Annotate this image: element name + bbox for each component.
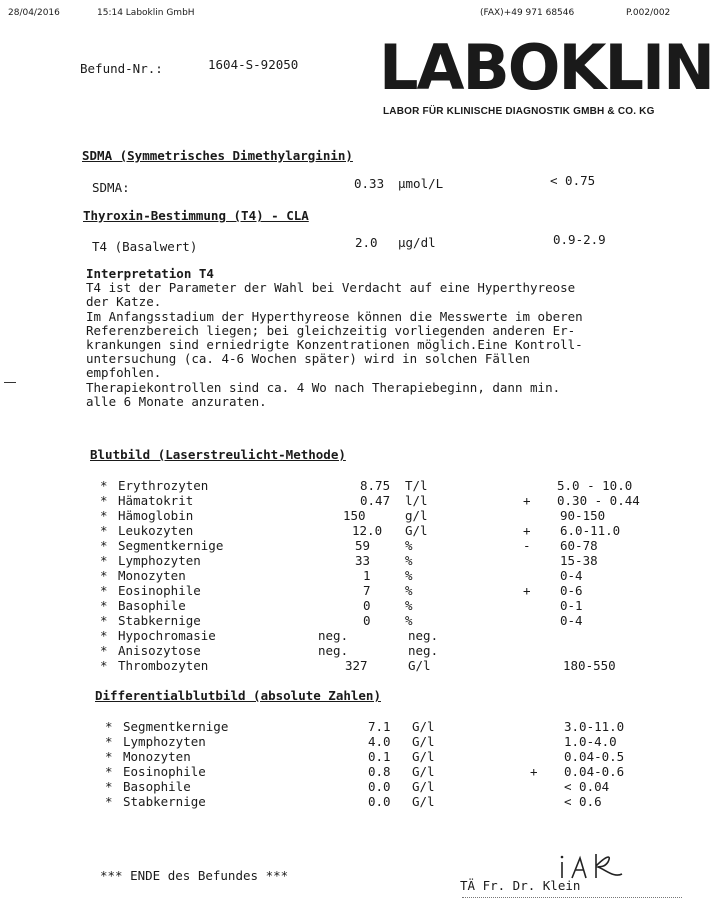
row-name: Basophile <box>123 779 191 794</box>
interpretation-line: Therapiekontrollen sind ca. 4 Wo nach Therapiebeginn, dann min. <box>86 379 561 395</box>
table-row <box>0 553 713 568</box>
row-ref: 0-4 <box>560 568 583 583</box>
row-name: Lymphozyten <box>118 553 201 568</box>
row-name: Eosinophile <box>123 764 206 779</box>
row-value: neg. <box>318 628 349 643</box>
row-value: 0 <box>363 613 371 628</box>
row-unit: G/l <box>408 658 431 673</box>
t4-heading: Thyroxin-Bestimmung (T4) - CLA <box>83 208 309 223</box>
row-value: 0.1 <box>368 749 391 764</box>
row-value: 0.0 <box>368 779 391 794</box>
t4-ref: 0.9-2.9 <box>553 232 606 247</box>
fax-page: P.002/002 <box>626 8 671 18</box>
row-star: * <box>105 719 113 734</box>
table-row <box>0 508 713 523</box>
end-of-report: *** ENDE des Befundes *** <box>100 868 289 883</box>
row-value: 0.0 <box>368 794 391 809</box>
interpretation-block <box>86 267 583 409</box>
row-name: Monozyten <box>123 749 191 764</box>
row-name: Lymphozyten <box>123 734 206 749</box>
row-ref: 6.0-11.0 <box>560 523 621 538</box>
interpretation-line: empfohlen. <box>86 365 162 381</box>
table-row <box>0 643 713 658</box>
table-row <box>0 478 713 493</box>
row-ref: 0.04-0.5 <box>564 749 625 764</box>
row-ref: 0-4 <box>560 613 583 628</box>
row-star: * <box>100 628 108 643</box>
row-name: Thrombozyten <box>118 658 209 673</box>
t4-label: T4 (Basalwert) <box>92 239 198 254</box>
table-row <box>0 583 713 598</box>
row-unit: % <box>405 583 413 598</box>
table-row <box>0 779 713 794</box>
row-star: * <box>105 734 113 749</box>
row-value: 0 <box>363 598 371 613</box>
row-star: * <box>105 779 113 794</box>
row-unit: neg. <box>408 643 439 658</box>
row-flag: + <box>530 764 538 779</box>
row-star: * <box>100 538 108 553</box>
table-row <box>0 658 713 673</box>
row-unit: G/l <box>412 764 435 779</box>
signature-mark <box>556 848 636 882</box>
table-row <box>0 628 713 643</box>
row-value: 7 <box>363 583 371 598</box>
fax-number: (FAX)+49 971 68546 <box>480 8 575 18</box>
row-name: Monozyten <box>118 568 186 583</box>
row-value: 12.0 <box>352 523 383 538</box>
doctor-name: TÄ Fr. Dr. Klein <box>460 878 581 893</box>
row-name: Segmentkernige <box>118 538 224 553</box>
row-unit: % <box>405 598 413 613</box>
row-name: Hypochromasie <box>118 628 216 643</box>
row-star: * <box>100 658 108 673</box>
row-ref: 0.30 - 0.44 <box>557 493 640 508</box>
sdma-unit: µmol/L <box>398 176 444 191</box>
row-flag: + <box>523 523 531 538</box>
table-row <box>0 734 713 749</box>
row-name: Basophile <box>118 598 186 613</box>
row-star: * <box>100 613 108 628</box>
interpretation-line: Im Anfangsstadium der Hyperthyreose können die Messwerte im oberen <box>86 308 583 324</box>
row-name: Leukozyten <box>118 523 194 538</box>
sdma-label: SDMA: <box>92 180 130 195</box>
interpretation-line: krankungen sind erniedrigte Konzentrationen möglich.Eine Kontroll- <box>86 337 583 353</box>
row-star: * <box>105 764 113 779</box>
row-unit: l/l <box>405 493 428 508</box>
row-value: 4.0 <box>368 734 391 749</box>
row-unit: G/l <box>412 794 435 809</box>
table-row <box>0 613 713 628</box>
row-value: 0.47 <box>360 493 391 508</box>
row-value: neg. <box>318 643 349 658</box>
fax-date: 28/04/2016 <box>8 8 60 18</box>
interpretation-line: Referenzbereich liegen; bei gleichzeitig vorliegenden anderen Er- <box>86 322 576 338</box>
row-unit: G/l <box>412 749 435 764</box>
row-unit: G/l <box>412 779 435 794</box>
interpretation-line: alle 6 Monate anzuraten. <box>86 393 267 409</box>
table-row <box>0 493 713 508</box>
row-flag: - <box>523 538 531 553</box>
table-row <box>0 764 713 779</box>
row-name: Hämoglobin <box>118 508 194 523</box>
row-ref: 15-38 <box>560 553 598 568</box>
row-unit: g/l <box>405 508 428 523</box>
row-ref: 60-78 <box>560 538 598 553</box>
margin-mark <box>4 382 16 383</box>
table-row <box>0 794 713 809</box>
row-unit: % <box>405 568 413 583</box>
interpretation-line: untersuchung (ca. 4-6 Wochen später) wird in solchen Fällen <box>86 351 531 367</box>
row-name: Anisozytose <box>118 643 201 658</box>
row-unit: % <box>405 613 413 628</box>
row-ref: 0.04-0.6 <box>564 764 625 779</box>
row-value: 1 <box>363 568 371 583</box>
sdma-value: 0.33 <box>354 176 385 191</box>
row-unit: T/l <box>405 478 428 493</box>
row-star: * <box>100 568 108 583</box>
row-ref: < 0.6 <box>564 794 602 809</box>
row-star: * <box>100 478 108 493</box>
blutbild-heading: Blutbild (Laserstreulicht-Methode) <box>90 447 346 462</box>
cut-off-line <box>462 897 682 901</box>
row-unit: % <box>405 538 413 553</box>
interpretation-title: Interpretation T4 <box>86 266 214 281</box>
row-star: * <box>100 643 108 658</box>
sdma-heading: SDMA (Symmetrisches Dimethylarginin) <box>82 148 353 163</box>
row-unit: neg. <box>408 628 439 643</box>
row-star: * <box>100 553 108 568</box>
fax-sender: 15:14 Laboklin GmbH <box>97 8 195 18</box>
interpretation-line: T4 ist der Parameter der Wahl bei Verdacht auf eine Hyperthyreose <box>86 280 576 296</box>
row-flag: + <box>523 583 531 598</box>
befund-number: 1604-S-92050 <box>208 57 299 72</box>
row-star: * <box>105 794 113 809</box>
differential-heading: Differentialblutbild (absolute Zahlen) <box>95 688 381 703</box>
row-value: 33 <box>355 553 371 568</box>
row-value: 327 <box>345 658 368 673</box>
row-ref: < 0.04 <box>564 779 610 794</box>
row-value: 150 <box>343 508 366 523</box>
row-name: Stabkernige <box>118 613 201 628</box>
row-name: Eosinophile <box>118 583 201 598</box>
row-value: 59 <box>355 538 371 553</box>
logo-subtitle: LABOR FÜR KLINISCHE DIAGNOSTIK GMBH & CO. KG <box>383 106 655 117</box>
interpretation-line: der Katze. <box>86 294 162 310</box>
row-star: * <box>100 508 108 523</box>
row-star: * <box>100 493 108 508</box>
row-name: Stabkernige <box>123 794 206 809</box>
row-star: * <box>100 583 108 598</box>
row-ref: 5.0 - 10.0 <box>557 478 633 493</box>
t4-value: 2.0 <box>355 235 378 250</box>
row-ref: 90-150 <box>560 508 606 523</box>
row-ref: 180-550 <box>563 658 616 673</box>
row-unit: G/l <box>405 523 428 538</box>
table-row <box>0 523 713 538</box>
laboklin-logo: LABOKLIN <box>379 31 713 104</box>
row-ref: 0-1 <box>560 598 583 613</box>
row-star: * <box>100 523 108 538</box>
row-value: 7.1 <box>368 719 391 734</box>
table-row <box>0 538 713 553</box>
t4-unit: µg/dl <box>398 235 436 250</box>
row-name: Erythrozyten <box>118 478 209 493</box>
sdma-ref: < 0.75 <box>550 173 596 188</box>
row-star: * <box>100 598 108 613</box>
row-ref: 1.0-4.0 <box>564 734 617 749</box>
row-ref: 3.0-11.0 <box>564 719 625 734</box>
table-row <box>0 719 713 734</box>
row-unit: G/l <box>412 719 435 734</box>
row-name: Segmentkernige <box>123 719 229 734</box>
table-row <box>0 749 713 764</box>
row-name: Hämatokrit <box>118 493 194 508</box>
row-value: 8.75 <box>360 478 391 493</box>
row-star: * <box>105 749 113 764</box>
befund-label: Befund-Nr.: <box>80 61 163 76</box>
row-flag: + <box>523 493 531 508</box>
row-value: 0.8 <box>368 764 391 779</box>
row-ref: 0-6 <box>560 583 583 598</box>
table-row <box>0 568 713 583</box>
row-unit: G/l <box>412 734 435 749</box>
table-row <box>0 598 713 613</box>
row-unit: % <box>405 553 413 568</box>
